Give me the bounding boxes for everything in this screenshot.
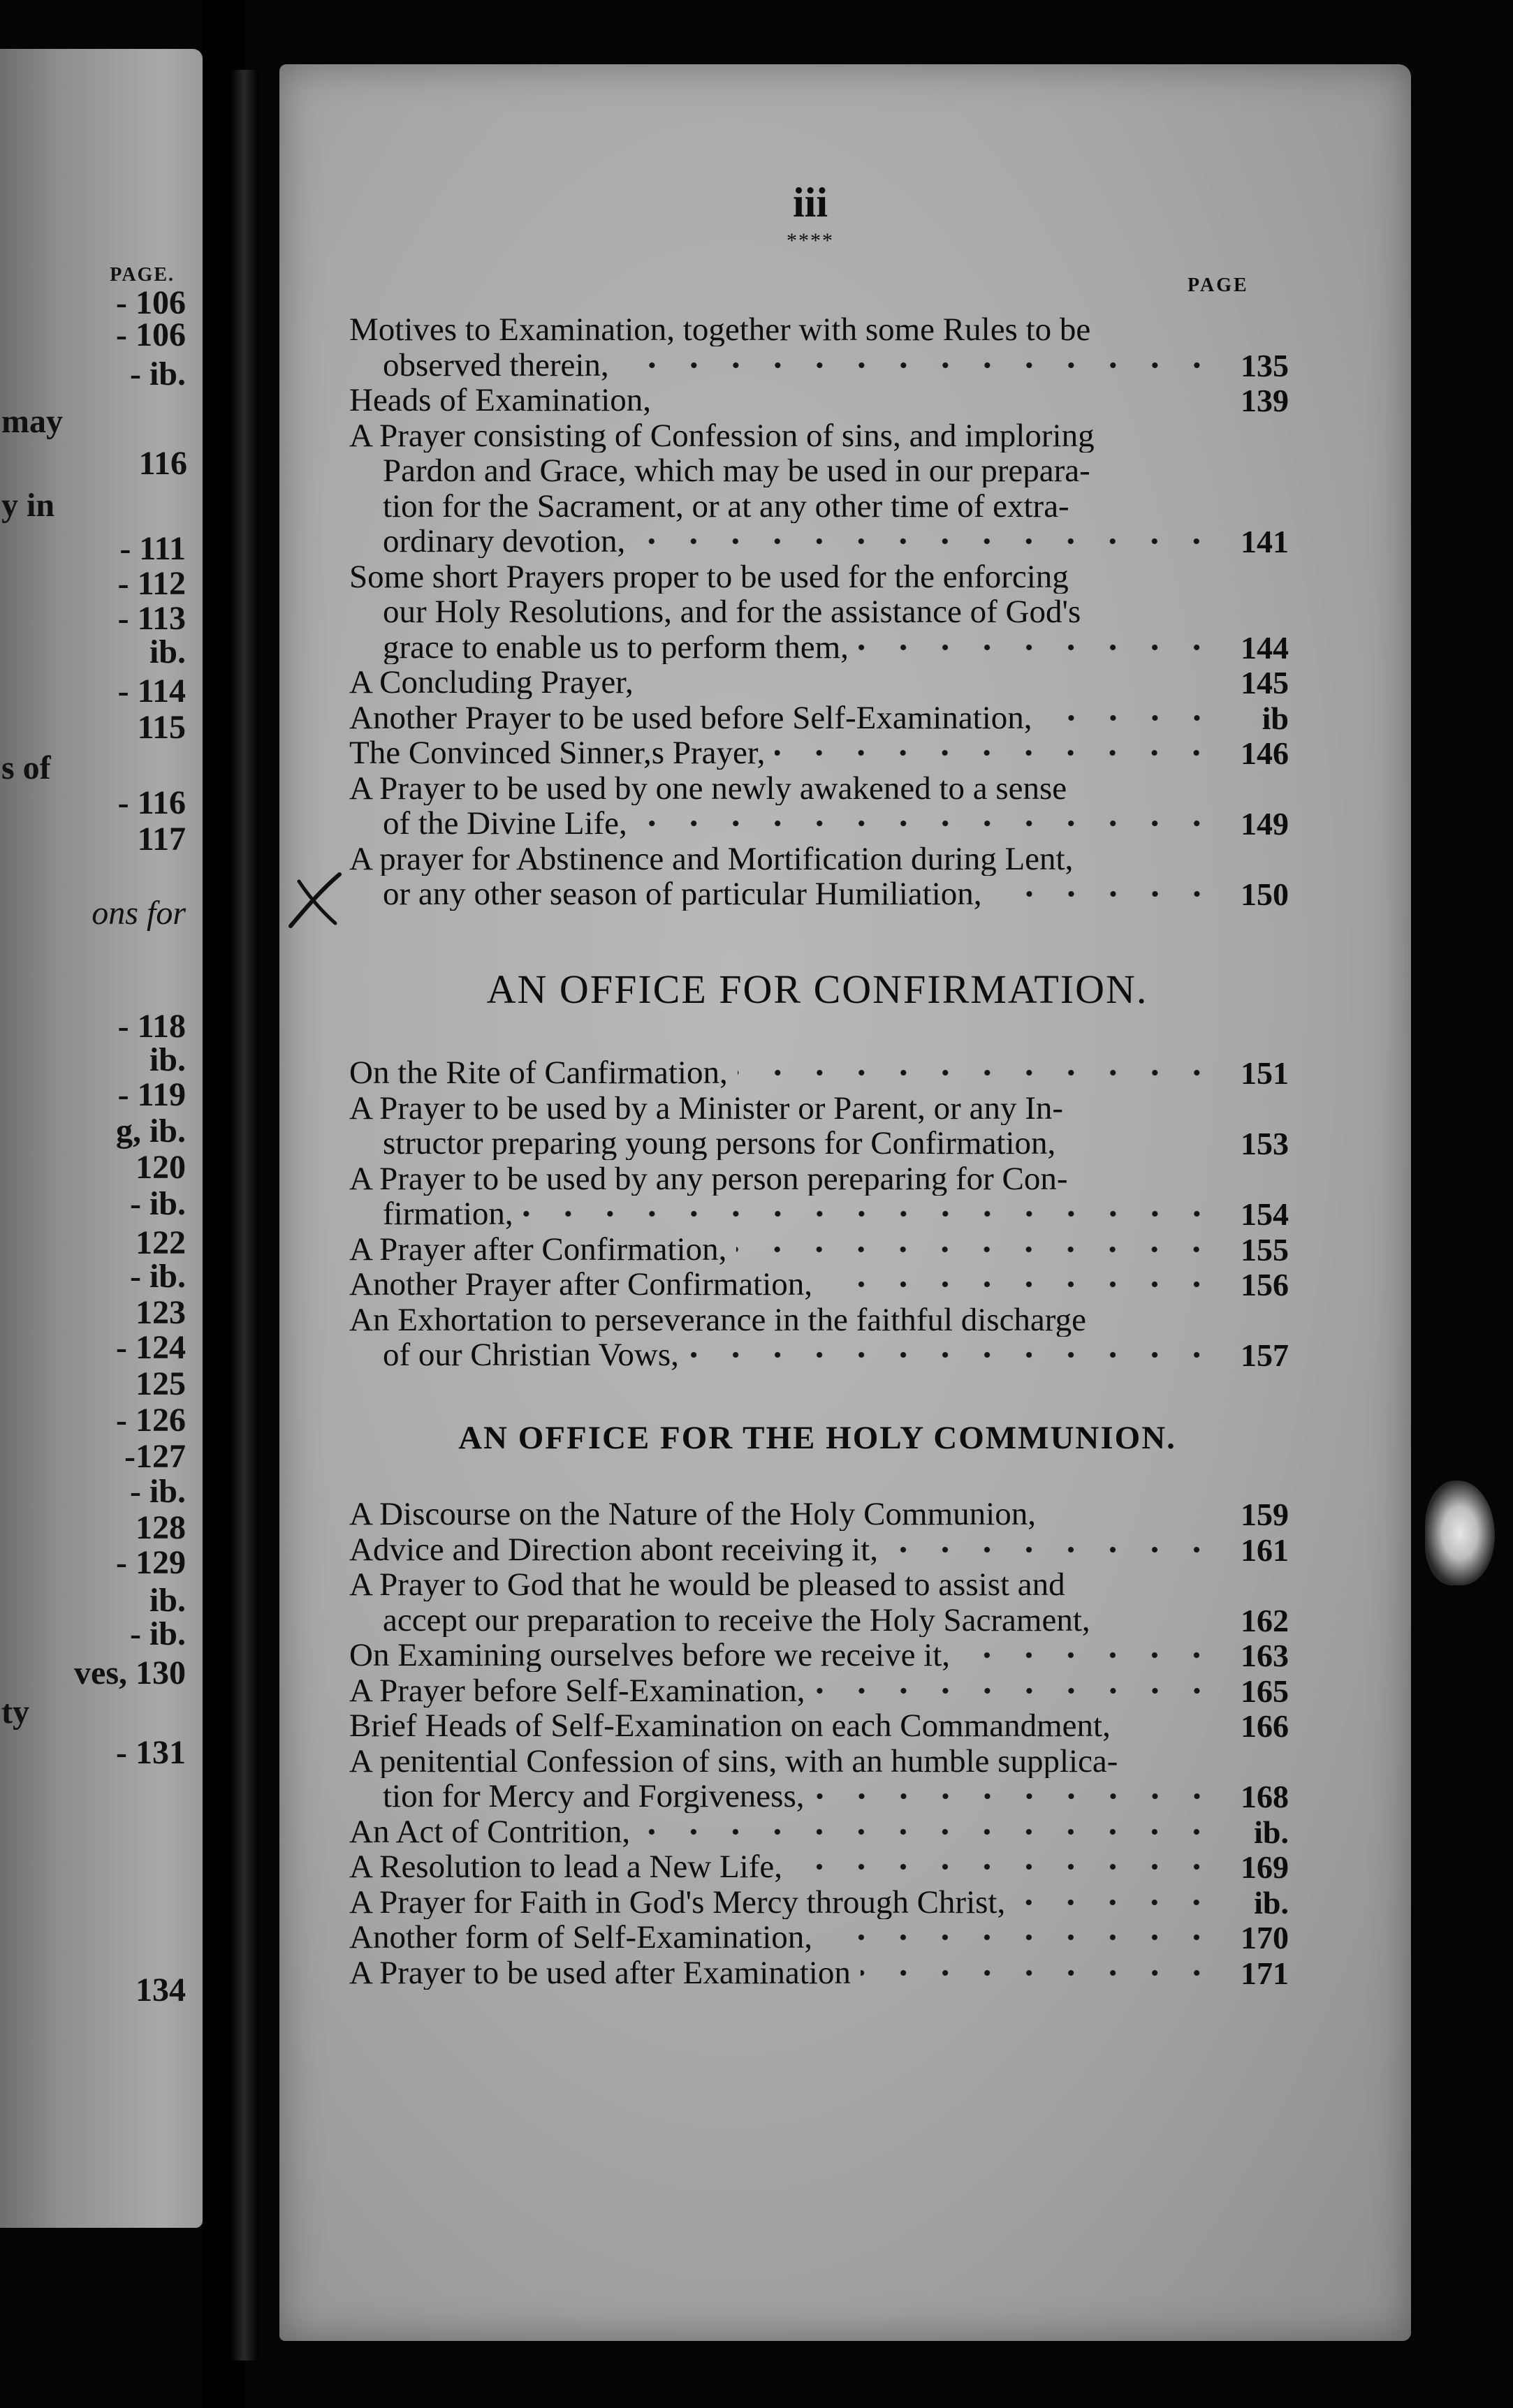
left-page-line: - 126: [116, 1402, 186, 1439]
dot-leader: [736, 1235, 1218, 1263]
toc-entry-title: accept our preparation to receive the Holy Sacrament,: [383, 1603, 1090, 1637]
toc-entry-line: [349, 1814, 1289, 1849]
toc-entry-line: [383, 594, 1289, 629]
dot-leader: [1042, 704, 1218, 732]
toc-page-number: 171: [1241, 1955, 1289, 1991]
left-page-line: - 119: [117, 1076, 186, 1113]
dot-leader: [822, 1270, 1218, 1298]
toc-entry-title: An Exhortation to perseverance in the faithful discharge: [349, 1303, 1086, 1337]
toc-entry-title: Advice and Direction abont receiving it,: [349, 1533, 878, 1566]
toc-entry-title: A Prayer after Confirmation,: [349, 1233, 727, 1266]
toc-page-number: 139: [1241, 383, 1289, 418]
toc-entry-line: [349, 1743, 1289, 1778]
toc-entry-title: Another Prayer to be used before Self-Examination,: [349, 701, 1032, 735]
left-page-line: ib.: [149, 1582, 186, 1619]
dot-leader: [888, 1536, 1218, 1564]
toc-entry-title: grace to enable us to perform them,: [383, 631, 849, 664]
left-page-line: - 106: [116, 284, 186, 321]
toc-entry-line: [349, 1566, 1289, 1601]
toc-entry-title: structor preparing young persons for Confirmation,: [383, 1127, 1056, 1160]
toc-entry-title: of the Divine Life,: [383, 807, 627, 840]
toc-entry-title: A Prayer to be used by one newly awakened to a sense: [349, 772, 1067, 805]
toc-entry-line: [383, 876, 1289, 911]
toc-entry-title: ordinary devotion,: [383, 525, 626, 558]
pencil-x-mark: [286, 872, 342, 929]
dot-leader: [637, 809, 1218, 837]
toc-entry-line: [349, 382, 1289, 417]
toc-entry-line: [383, 629, 1289, 664]
dot-leader: [814, 1782, 1218, 1810]
left-page-line: -127: [124, 1438, 186, 1475]
toc-entry-line: [383, 1778, 1289, 1813]
left-page-line: - 124: [116, 1329, 186, 1366]
left-page-line: - ib.: [129, 1615, 186, 1652]
left-page-line: 123: [136, 1294, 186, 1331]
toc-entry-title: firmation,: [383, 1198, 513, 1231]
toc-entry-title: A Discourse on the Nature of the Holy Communion,: [349, 1498, 1036, 1531]
left-page-line: ib.: [149, 633, 186, 670]
left-page-line: ib.: [149, 1041, 186, 1078]
dot-leader: [635, 527, 1218, 555]
toc-entry-line: [349, 1884, 1289, 1919]
toc-entry-line: [349, 1919, 1289, 1954]
dot-leader: [822, 1923, 1218, 1951]
toc-entry-title: Another form of Self-Examination,: [349, 1921, 813, 1954]
toc-page-number: 155: [1241, 1231, 1289, 1268]
left-page-line: - 129: [116, 1544, 186, 1581]
toc-page-number: ib.: [1254, 1884, 1289, 1921]
left-page-line: ons for: [92, 895, 186, 932]
left-page-line: g, ib.: [115, 1113, 186, 1150]
toc-entry-title: The Convinced Sinner,s Prayer,: [349, 737, 766, 770]
dot-leader: [815, 1677, 1218, 1705]
left-page-line: 128: [136, 1509, 186, 1546]
toc-entry-line: [349, 1532, 1289, 1566]
toc-entry-line: [383, 1337, 1289, 1372]
toc-page-number: 153: [1241, 1126, 1289, 1161]
left-page-line: may: [1, 403, 63, 440]
dot-leader: [861, 1959, 1218, 1987]
toc-entry-line: [383, 523, 1289, 558]
toc-entry-title: A Prayer to be used by a Minister or Parent, or any In-: [349, 1092, 1063, 1125]
toc-page-number: ib.: [1254, 1814, 1289, 1850]
left-page-header: PAGE.: [110, 264, 175, 286]
dot-leader: [960, 1641, 1218, 1669]
toc-entry-line: [349, 1266, 1289, 1301]
toc-page-number: 159: [1241, 1497, 1289, 1532]
toc-entry-line: [349, 770, 1289, 805]
left-page-line: - 113: [117, 600, 186, 637]
dot-leader: [792, 1853, 1218, 1881]
toc-page-number: 170: [1241, 1920, 1289, 1955]
toc-entry-title: Another Prayer after Confirmation,: [349, 1268, 813, 1301]
toc-entry-title: observed therein,: [383, 348, 609, 382]
toc-page-number: 169: [1241, 1849, 1289, 1885]
toc-entry-title: A Prayer consisting of Confession of sins, and imploring: [349, 419, 1095, 453]
toc-entry-line: [349, 1673, 1289, 1708]
left-page-line: s of: [1, 749, 51, 786]
toc-entry-line: [349, 418, 1289, 453]
section-heading-confirmation: AN OFFICE FOR CONFIRMATION.: [486, 967, 1148, 1012]
page-folio-number: iii: [792, 179, 828, 226]
toc-entry-title: An Act of Contrition,: [349, 1815, 631, 1849]
toc-entry-title: Pardon and Grace, which may be used in our prepara-: [383, 455, 1090, 487]
left-page-line: - 106: [116, 316, 186, 353]
toc-entry-title: of our Christian Vows,: [383, 1339, 679, 1372]
paper-damage-spot: [1425, 1481, 1495, 1585]
toc-entry-line: [349, 1302, 1289, 1337]
left-page-line: - 114: [117, 673, 186, 710]
toc-entry-title: On Examining ourselves before we receive it,: [349, 1639, 951, 1672]
toc-entry-title: our Holy Resolutions, and for the assistance of God's: [383, 596, 1081, 629]
toc-page-number: 144: [1241, 629, 1289, 666]
toc-entry-line: [349, 1955, 1289, 1990]
toc-entry-title: A Prayer to God that he would be pleased to assist and: [349, 1569, 1065, 1601]
toc-entry-line: [383, 1196, 1289, 1231]
toc-entry-line: [349, 1849, 1289, 1884]
left-page-line: 117: [137, 821, 186, 858]
toc-page-number: 135: [1241, 347, 1289, 383]
left-page-line: - ib.: [129, 1185, 186, 1222]
left-page-line: - 116: [117, 784, 186, 821]
dot-leader: [992, 880, 1218, 908]
toc-entry-title: Heads of Examination,: [349, 384, 652, 417]
left-page-line: - ib.: [129, 1258, 186, 1295]
toc-page-number: ib: [1262, 700, 1289, 736]
toc-page-number: 165: [1241, 1673, 1289, 1709]
binding-shadow: [231, 70, 258, 2361]
dot-leader: [523, 1200, 1218, 1228]
toc-entry-line: [349, 1161, 1289, 1196]
toc-entry-line: [349, 559, 1289, 594]
left-page-line: 134: [136, 1972, 186, 2009]
toc-entry-line: [349, 664, 1289, 699]
toc-entry-title: A Prayer to be used by any person pereparing for Con-: [349, 1162, 1068, 1196]
folio-ornament: ****: [787, 229, 834, 252]
toc-entry-title: A Prayer to be used after Examination: [349, 1956, 851, 1990]
toc-entry-line: [349, 1708, 1289, 1742]
toc-entry-title: A Resolution to lead a New Life,: [349, 1851, 782, 1884]
toc-page-number: 157: [1241, 1337, 1289, 1373]
toc-entry-title: Some short Prayers proper to be used for the enforcing: [349, 560, 1069, 594]
toc-page-number: 145: [1241, 665, 1289, 700]
toc-page-number: 162: [1241, 1602, 1289, 1638]
left-page-line: ty: [1, 1694, 29, 1731]
toc-entry-title: tion for the Sacrament, or at any other time of extra-: [383, 490, 1069, 523]
dot-leader: [689, 1341, 1218, 1369]
toc-page-number: 150: [1241, 876, 1289, 912]
toc-entry-title: A Concluding Prayer,: [349, 666, 634, 699]
toc-entry-title: Brief Heads of Self-Examination on each Commandment,: [349, 1710, 1111, 1742]
toc-entry-line: [383, 805, 1289, 840]
left-page-line: ves, 130: [74, 1654, 186, 1691]
toc-entry-line: [383, 1602, 1289, 1637]
toc-entry-line: [349, 1496, 1289, 1531]
toc-page-number: 161: [1241, 1532, 1289, 1568]
toc-entry-title: or any other season of particular Humiliation,: [383, 878, 982, 911]
left-page-line: y in: [1, 487, 55, 524]
left-page-line: - ib.: [129, 355, 186, 392]
toc-entry-line: [349, 1637, 1289, 1672]
toc-page-number: 166: [1241, 1708, 1289, 1744]
toc-entry-title: tion for Mercy and Forgiveness,: [383, 1780, 805, 1813]
previous-page-fragment: [0, 49, 203, 2228]
toc-entry-title: On the Rite of Canfirmation,: [349, 1057, 728, 1089]
toc-page-number: 146: [1241, 735, 1289, 771]
left-page-line: 125: [136, 1365, 186, 1402]
page-column-label: PAGE: [1187, 274, 1249, 296]
toc-page-number: 156: [1241, 1267, 1289, 1302]
toc-entry-title: A Prayer before Self-Examination,: [349, 1674, 805, 1708]
left-page-line: - ib.: [129, 1473, 186, 1510]
toc-page-number: 151: [1241, 1055, 1289, 1091]
toc-page-number: 168: [1241, 1779, 1289, 1814]
toc-entry-line: [349, 1055, 1289, 1089]
dot-leader: [858, 633, 1218, 661]
left-page-line: - 131: [116, 1734, 186, 1771]
toc-entry-line: [349, 735, 1289, 770]
section-heading-communion: AN OFFICE FOR THE HOLY COMMUNION.: [458, 1420, 1176, 1456]
left-page-line: 120: [136, 1149, 186, 1186]
toc-page-number: 154: [1241, 1196, 1289, 1232]
toc-entry-line: [349, 841, 1289, 876]
toc-entry-title: A penitential Confession of sins, with an humble supplica-: [349, 1745, 1118, 1778]
toc-entry-line: [383, 453, 1289, 487]
toc-entry-line: [383, 1125, 1289, 1160]
toc-entry-line: [383, 488, 1289, 523]
toc-entry-title: A Prayer for Faith in God's Mercy through Christ,: [349, 1886, 1006, 1919]
toc-page-number: 141: [1241, 524, 1289, 559]
left-page-line: - 118: [117, 1008, 186, 1045]
dot-leader: [619, 351, 1218, 379]
dot-leader: [738, 1059, 1218, 1087]
toc-page-number: 163: [1241, 1638, 1289, 1673]
toc-entry-line: [383, 347, 1289, 382]
left-page-line: 115: [137, 709, 186, 746]
left-page-line: - 112: [117, 565, 186, 602]
toc-entry-line: [349, 1231, 1289, 1266]
dot-leader: [640, 1818, 1218, 1846]
toc-entry-line: [349, 1090, 1289, 1125]
left-page-line: - 111: [119, 530, 186, 567]
dot-leader: [775, 739, 1218, 767]
toc-page-number: 149: [1241, 806, 1289, 842]
dot-leader: [1015, 1888, 1218, 1916]
toc-entry-line: [349, 700, 1289, 735]
toc-entry-line: [349, 311, 1289, 346]
left-page-line: 122: [136, 1224, 186, 1261]
toc-entry-title: Motives to Examination, together with some Rules to be: [349, 314, 1091, 346]
left-page-line: 116: [138, 445, 187, 482]
toc-entry-title: A prayer for Abstinence and Mortification during Lent,: [349, 842, 1074, 876]
